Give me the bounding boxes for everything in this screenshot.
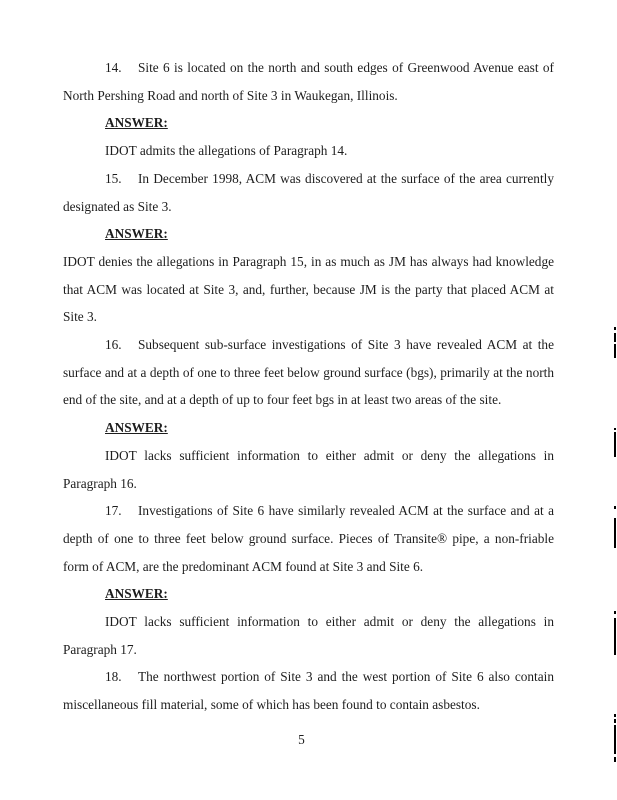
answer-text-17: IDOT lacks sufficient information to either admit or deny the allegations in Paragraph 17.: [63, 614, 554, 657]
paragraph-17-text: Investigations of Site 6 have similarly revealed ACM at the surface and at a depth of one to three feet below ground surface. Pieces of Transite® pipe, a non-friable form of ACM, are the predominant ACM found at Site 3 and Site 6.: [63, 503, 554, 574]
scan-artifact-mark: [614, 714, 616, 717]
answer-heading-16: [105, 414, 554, 442]
scan-artifact-mark: [614, 432, 616, 457]
paragraph-18-number: 18.: [105, 669, 122, 685]
answer-heading-15-label: ANSWER:: [105, 226, 168, 242]
paragraph-16-number: 16.: [105, 337, 122, 353]
paragraph-14: [63, 54, 554, 109]
paragraph-16-text: Subsequent sub-surface investigations of Site 3 have revealed ACM at the surface and at a depth of one to three feet below ground surface (bgs), primarily at the north end of the site, and at a depth of up to four feet bgs in at least two areas of the site.: [63, 337, 554, 408]
scan-artifact-mark: [614, 719, 616, 723]
scan-artifact-mark: [614, 333, 616, 342]
scan-artifact-mark: [614, 725, 616, 754]
paragraph-17-number: 17.: [105, 503, 122, 519]
answer-heading-14: [105, 109, 554, 137]
answer-heading-17: [105, 580, 554, 608]
answer-heading-17-label: ANSWER:: [105, 586, 168, 602]
answer-heading-14-label: ANSWER:: [105, 115, 168, 131]
scan-artifact-mark: [614, 327, 616, 330]
scan-artifact-mark: [614, 344, 616, 358]
scan-artifact-mark: [614, 428, 616, 430]
paragraph-15-text: In December 1998, ACM was discovered at the surface of the area currently designated as Site 3.: [63, 170, 554, 214]
answer-text-15: IDOT denies the allegations in Paragraph 15, in as much as JM has always had knowledge that ACM was located at Site 3, and, further, because JM is the party that placed ACM at Site 3.: [63, 253, 554, 325]
page-number: 5: [298, 732, 305, 747]
scan-artifact-mark: [614, 618, 616, 655]
answer-heading-16-label: ANSWER:: [105, 420, 168, 436]
paragraph-14-number: 14.: [105, 60, 122, 75]
answer-text-16: IDOT lacks sufficient information to either admit or deny the allegations in Paragraph 16.: [63, 447, 554, 491]
paragraph-14-text: Site 6 is located on the north and south edges of Greenwood Avenue east of North Pershing Road and north of Site 3 in Waukegan, Illinois.: [63, 60, 554, 103]
paragraph-18-text: The northwest portion of Site 3 and the west portion of Site 6 also contain miscellaneous fill material, some of which has been found to contain asbestos.: [63, 669, 554, 713]
scan-artifact-mark: [614, 611, 616, 614]
document-body: [63, 54, 554, 719]
paragraph-16: [63, 331, 554, 414]
answer-heading-15: [105, 220, 554, 248]
scan-artifact-mark: [614, 518, 616, 548]
paragraph-15: [63, 165, 554, 220]
answer-text-14: IDOT admits the allegations of Paragraph 14.: [105, 143, 348, 159]
scan-artifact-mark: [614, 757, 616, 762]
paragraph-15-number: 15.: [105, 170, 122, 186]
paragraph-17: [63, 497, 554, 580]
scan-artifact-mark: [614, 506, 616, 509]
paragraph-18: [63, 663, 554, 718]
